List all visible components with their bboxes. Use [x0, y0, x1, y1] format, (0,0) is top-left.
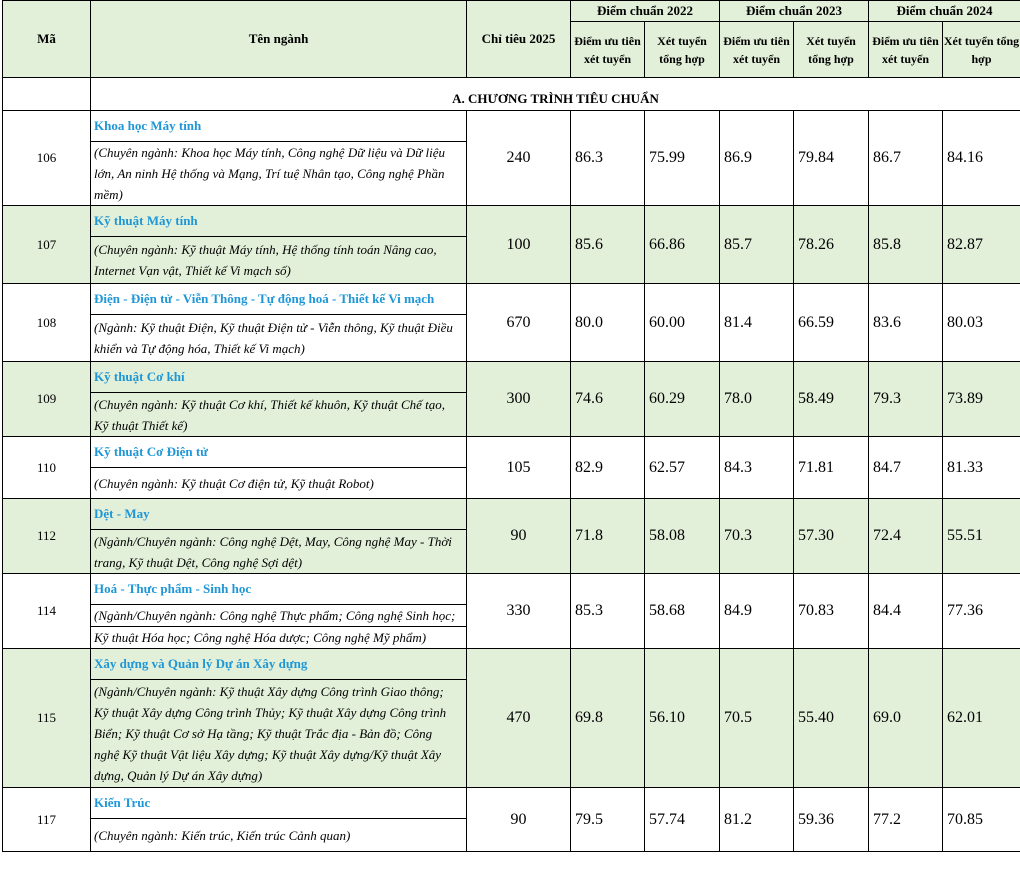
header-priority-score: Điểm ưu tiên xét tuyển: [571, 22, 645, 78]
major-code: 108: [3, 284, 91, 362]
major-code: 115: [3, 649, 91, 788]
major-description: (Chuyên ngành: Khoa học Máy tính, Công nghệ Dữ liệu và Dữ liệu lớn, An ninh Hệ thống và Mạng, Trí tuệ Nhân tạo, Công nghệ Phần mềm): [91, 142, 467, 206]
header-major-name: Tên ngành: [91, 1, 467, 78]
score-s23a: 86.9: [720, 111, 794, 206]
score-s22b: 60.00: [645, 284, 720, 362]
major-description: (Chuyên ngành: Kỹ thuật Cơ điện tử, Kỹ thuật Robot): [91, 468, 467, 499]
major-row: [3, 284, 1020, 315]
major-code: 107: [3, 206, 91, 284]
major-description: (Chuyên ngành: Kiến trúc, Kiến trúc Cảnh quan): [91, 819, 467, 852]
score-s24b: 84.16: [943, 111, 1020, 206]
score-s22b: 56.10: [645, 649, 720, 788]
major-code: 117: [3, 788, 91, 852]
score-s23a: 84.3: [720, 437, 794, 499]
score-s22b: 58.08: [645, 499, 720, 574]
score-s24b: 77.36: [943, 574, 1020, 649]
quota-value: 105: [467, 437, 571, 499]
major-code: 114: [3, 574, 91, 649]
major-description: (Chuyên ngành: Kỹ thuật Cơ khí, Thiết kế khuôn, Kỹ thuật Chế tạo, Kỹ thuật Thiết kế): [91, 393, 467, 437]
major-title: Xây dựng và Quản lý Dự án Xây dựng: [91, 649, 467, 680]
major-title: Hoá - Thực phẩm - Sinh học: [91, 574, 467, 605]
section-spacer: [3, 78, 91, 111]
score-s23b: 57.30: [794, 499, 869, 574]
header-code: Mã: [3, 1, 91, 78]
major-title: Kỹ thuật Máy tính: [91, 206, 467, 237]
quota-value: 90: [467, 788, 571, 852]
score-s24a: 79.3: [869, 362, 943, 437]
score-s23b: 78.26: [794, 206, 869, 284]
header-year-2023: Điểm chuẩn 2023: [720, 1, 869, 22]
score-s23a: 85.7: [720, 206, 794, 284]
quota-value: 470: [467, 649, 571, 788]
major-description: (Ngành/Chuyên ngành: Công nghệ Thực phẩm; Công nghệ Sinh học;: [91, 605, 467, 627]
score-s22b: 62.57: [645, 437, 720, 499]
major-title: Kỹ thuật Cơ Điện tử: [91, 437, 467, 468]
score-s24a: 84.7: [869, 437, 943, 499]
score-s22a: 79.5: [571, 788, 645, 852]
major-code: 110: [3, 437, 91, 499]
quota-value: 100: [467, 206, 571, 284]
header-combined-score: Xét tuyển tổng hợp: [645, 22, 720, 78]
major-title: Điện - Điện tử - Viễn Thông - Tự động hoá - Thiết kế Vi mạch: [91, 284, 467, 315]
score-s23b: 71.81: [794, 437, 869, 499]
quota-value: 90: [467, 499, 571, 574]
score-s23b: 70.83: [794, 574, 869, 649]
major-row: [3, 499, 1020, 530]
section-title: A. CHƯƠNG TRÌNH TIÊU CHUẨN: [91, 78, 1020, 111]
header-combined-score: Xét tuyển tổng hợp: [794, 22, 869, 78]
score-s22a: 71.8: [571, 499, 645, 574]
major-title: Kỹ thuật Cơ khí: [91, 362, 467, 393]
score-s22a: 74.6: [571, 362, 645, 437]
section-row: [3, 78, 1020, 111]
score-s22a: 69.8: [571, 649, 645, 788]
score-s22b: 75.99: [645, 111, 720, 206]
score-s22b: 60.29: [645, 362, 720, 437]
header-combined-score: Xét tuyển tổng hợp: [943, 22, 1020, 78]
major-code: 106: [3, 111, 91, 206]
score-s23b: 59.36: [794, 788, 869, 852]
major-description: (Chuyên ngành: Kỹ thuật Máy tính, Hệ thống tính toán Nâng cao, Internet Vạn vật, Thiết kế Vi mạch số): [91, 237, 467, 284]
major-description: (Ngành/Chuyên ngành: Công nghệ Dệt, May, Công nghệ May - Thời trang, Kỹ thuật Dệt, Công nghệ Sợi dệt): [91, 530, 467, 574]
score-s23a: 70.3: [720, 499, 794, 574]
score-s23a: 78.0: [720, 362, 794, 437]
major-row: [3, 788, 1020, 819]
score-s22b: 66.86: [645, 206, 720, 284]
major-row: [3, 649, 1020, 680]
major-code: 112: [3, 499, 91, 574]
score-s24a: 83.6: [869, 284, 943, 362]
score-s24a: 86.7: [869, 111, 943, 206]
score-s24a: 84.4: [869, 574, 943, 649]
score-s24b: 55.51: [943, 499, 1020, 574]
major-code: 109: [3, 362, 91, 437]
major-row: [3, 111, 1020, 142]
major-title: Dệt - May: [91, 499, 467, 530]
score-s23b: 58.49: [794, 362, 869, 437]
major-row: [3, 206, 1020, 237]
score-s22a: 82.9: [571, 437, 645, 499]
major-row: [3, 437, 1020, 468]
score-s23a: 84.9: [720, 574, 794, 649]
score-s24b: 70.85: [943, 788, 1020, 852]
score-s24b: 80.03: [943, 284, 1020, 362]
score-s23a: 81.4: [720, 284, 794, 362]
score-s24a: 69.0: [869, 649, 943, 788]
score-s22a: 85.3: [571, 574, 645, 649]
score-s24a: 72.4: [869, 499, 943, 574]
major-title: Khoa học Máy tính: [91, 111, 467, 142]
score-s23a: 81.2: [720, 788, 794, 852]
admission-scores-table: [2, 0, 1020, 852]
score-s23a: 70.5: [720, 649, 794, 788]
header-priority-score: Điểm ưu tiên xét tuyển: [869, 22, 943, 78]
score-s24b: 82.87: [943, 206, 1020, 284]
major-row: [3, 574, 1020, 605]
header-year-2024: Điểm chuẩn 2024: [869, 1, 1020, 22]
score-s24a: 85.8: [869, 206, 943, 284]
major-title: Kiến Trúc: [91, 788, 467, 819]
score-s22a: 85.6: [571, 206, 645, 284]
score-s23b: 66.59: [794, 284, 869, 362]
header-quota: Chỉ tiêu 2025: [467, 1, 571, 78]
score-s22b: 58.68: [645, 574, 720, 649]
score-s22a: 80.0: [571, 284, 645, 362]
score-s24a: 77.2: [869, 788, 943, 852]
score-s22b: 57.74: [645, 788, 720, 852]
score-s23b: 79.84: [794, 111, 869, 206]
major-row: [3, 362, 1020, 393]
major-description: (Ngành/Chuyên ngành: Kỹ thuật Xây dựng Công trình Giao thông; Kỹ thuật Xây dựng Công trình Thủy; Kỹ thuật Xây dựng Công trình Biển; Kỹ thuật Cơ sở Hạ tầng; Kỹ thuật Trắc địa - Bản đồ; Công nghệ Kỹ thuật Vật liệu Xây dựng; Kỹ thuật Xây dựng/Kỹ thuật Xây dựng, Quản lý Dự án Xây dựng): [91, 680, 467, 788]
header-year-2022: Điểm chuẩn 2022: [571, 1, 720, 22]
score-s24b: 81.33: [943, 437, 1020, 499]
score-s22a: 86.3: [571, 111, 645, 206]
score-s24b: 62.01: [943, 649, 1020, 788]
score-s24b: 73.89: [943, 362, 1020, 437]
quota-value: 670: [467, 284, 571, 362]
quota-value: 300: [467, 362, 571, 437]
score-s23b: 55.40: [794, 649, 869, 788]
quota-value: 330: [467, 574, 571, 649]
quota-value: 240: [467, 111, 571, 206]
major-description: (Ngành: Kỹ thuật Điện, Kỹ thuật Điện tử - Viễn thông, Kỹ thuật Điều khiển và Tự động hóa, Thiết kế Vi mạch): [91, 315, 467, 362]
major-description: Kỹ thuật Hóa học; Công nghệ Hóa dược; Công nghệ Mỹ phẩm): [91, 627, 467, 649]
header-priority-score: Điểm ưu tiên xét tuyển: [720, 22, 794, 78]
